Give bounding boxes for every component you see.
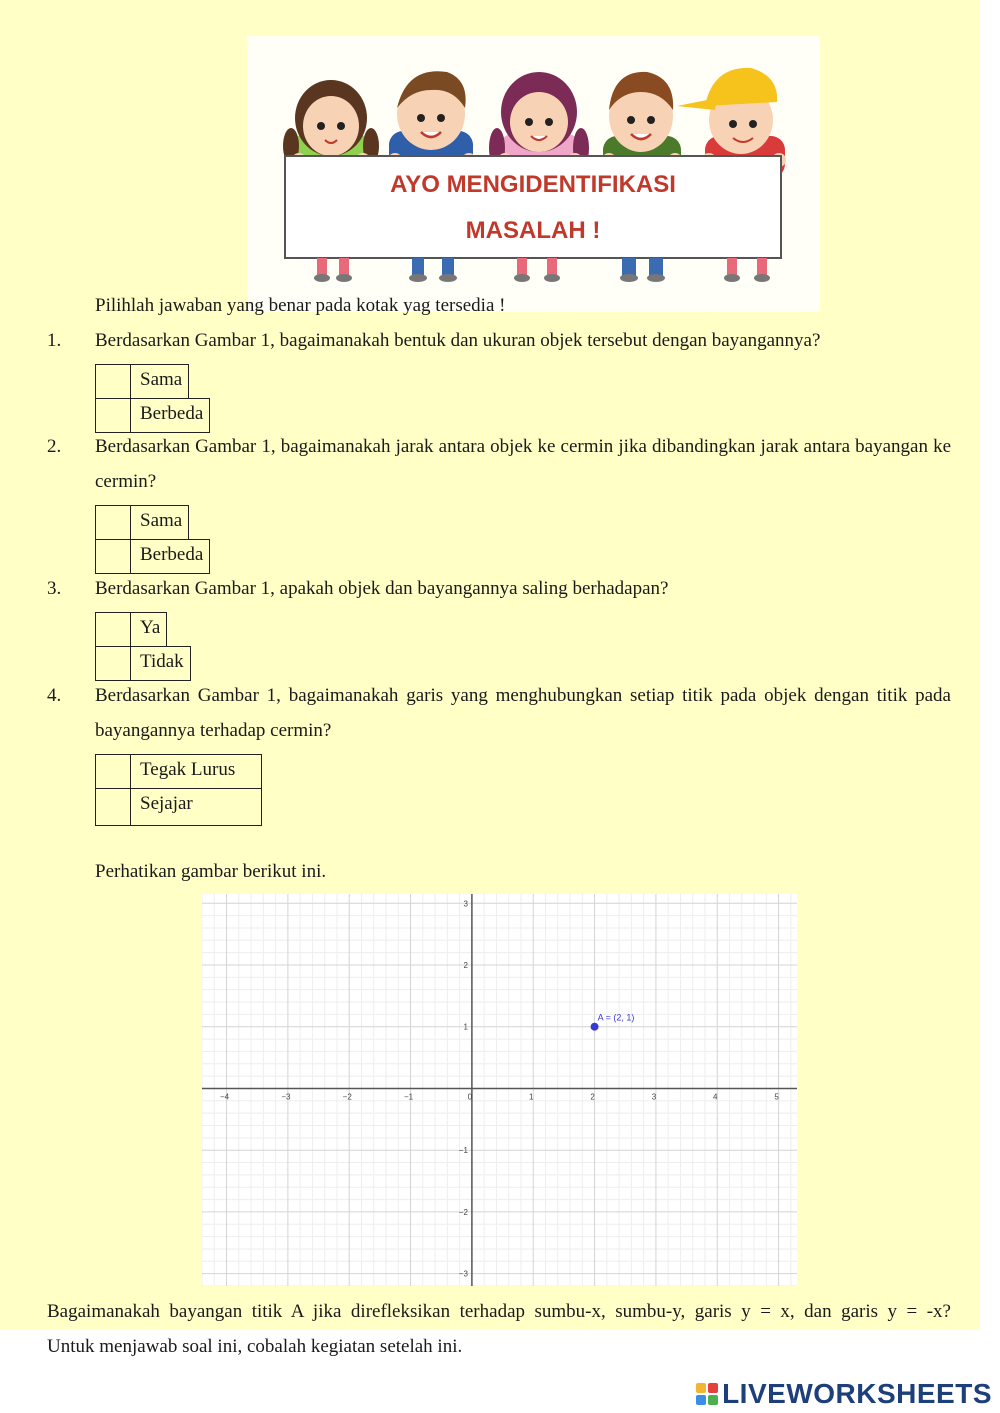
x-tick-label: −3 xyxy=(281,1092,291,1102)
question-2-option-1[interactable] xyxy=(95,505,189,540)
y-tick-label: 3 xyxy=(463,899,468,909)
point-a-label: A = (2, 1) xyxy=(597,1012,635,1023)
option-label: Sama xyxy=(140,369,183,390)
question-1-option-2[interactable] xyxy=(95,398,210,433)
banner-title-line1: AYO MENGIDENTIFIKASI xyxy=(390,171,676,198)
option-label: Sama xyxy=(140,510,183,531)
question-2-number: 2. xyxy=(47,436,62,457)
question-3-text: Berdasarkan Gambar 1, apakah objek dan bayangannya saling berhadapan? xyxy=(95,578,669,599)
answer-checkbox[interactable] xyxy=(96,506,131,539)
instruction-text: Pilihlah jawaban yang benar pada kotak yag tersedia ! xyxy=(95,295,506,316)
question-1-option-1[interactable] xyxy=(95,364,189,399)
coordinate-graph xyxy=(202,894,797,1286)
question-4-option-2[interactable] xyxy=(95,788,262,826)
answer-checkbox[interactable] xyxy=(96,540,131,573)
x-tick-label: 2 xyxy=(590,1092,595,1102)
question-1-number: 1. xyxy=(47,330,62,351)
y-tick-label: 2 xyxy=(463,960,468,970)
answer-checkbox[interactable] xyxy=(96,613,131,646)
x-tick-label: −4 xyxy=(219,1092,230,1102)
question-4-option-1[interactable] xyxy=(95,754,262,789)
question-2-text: Berdasarkan Gambar 1, bagaimanakah jarak antara objek ke cermin jika dibandingkan jarak antara bayangan ke cermin? xyxy=(95,436,951,492)
option-label: Tegak Lurus xyxy=(140,759,236,780)
banner-title-line2: MASALAH ! xyxy=(465,217,601,244)
y-tick-label: −3 xyxy=(458,1269,468,1279)
answer-checkbox[interactable] xyxy=(96,399,131,432)
brand-name: LIVEWORKSHEETS xyxy=(722,1378,992,1409)
x-tick-label: 0 xyxy=(467,1092,473,1102)
answer-checkbox[interactable] xyxy=(96,789,131,825)
x-tick-label: −1 xyxy=(403,1092,414,1102)
answer-checkbox[interactable] xyxy=(96,365,131,398)
option-label: Ya xyxy=(140,617,161,638)
x-tick-label: 4 xyxy=(713,1092,718,1102)
banner-illustration xyxy=(247,36,820,312)
x-tick-label: 3 xyxy=(651,1092,657,1102)
question-3-option-1[interactable] xyxy=(95,612,167,647)
kids-illustration xyxy=(247,36,820,312)
question-3-option-2[interactable] xyxy=(95,646,191,681)
question-3-number: 3. xyxy=(47,578,62,599)
figure-intro-text: Perhatikan gambar berikut ini. xyxy=(95,861,327,882)
y-tick-label: −2 xyxy=(458,1207,468,1217)
y-tick-label: −1 xyxy=(458,1146,468,1156)
option-label: Berbeda xyxy=(140,544,204,565)
option-label: Tidak xyxy=(140,651,184,672)
point-a xyxy=(591,1023,599,1031)
question-2-option-2[interactable] xyxy=(95,539,210,574)
question-4-number: 4. xyxy=(47,685,62,706)
question-1-text: Berdasarkan Gambar 1, bagaimanakah bentuk dan ukuran objek tersebut dengan bayangannya? xyxy=(95,330,821,351)
answer-checkbox[interactable] xyxy=(96,647,131,680)
liveworksheets-logo xyxy=(696,1378,992,1410)
answer-checkbox[interactable] xyxy=(96,755,131,788)
x-tick-label: 1 xyxy=(529,1092,534,1102)
x-tick-label: −2 xyxy=(342,1092,352,1102)
y-tick-label: 1 xyxy=(463,1022,468,1032)
closing-instruction: Untuk menjawab soal ini, cobalah kegiatan setelah ini. xyxy=(47,1336,463,1357)
option-label: Berbeda xyxy=(140,403,204,424)
x-tick-label: 5 xyxy=(774,1092,779,1102)
option-label: Sejajar xyxy=(140,793,193,814)
coordinate-plane xyxy=(202,894,797,1286)
question-4-text: Berdasarkan Gambar 1, bagaimanakah garis yang menghubungkan setiap titik pada objek dengan titik pada bayangannya terhadap cermin? xyxy=(95,685,951,741)
closing-question: Bagaimanakah bayangan titik A jika direfleksikan terhadap sumbu-x, sumbu-y, garis y = x, dan garis y = -x? xyxy=(47,1301,951,1322)
liveworksheets-icon xyxy=(696,1383,718,1405)
